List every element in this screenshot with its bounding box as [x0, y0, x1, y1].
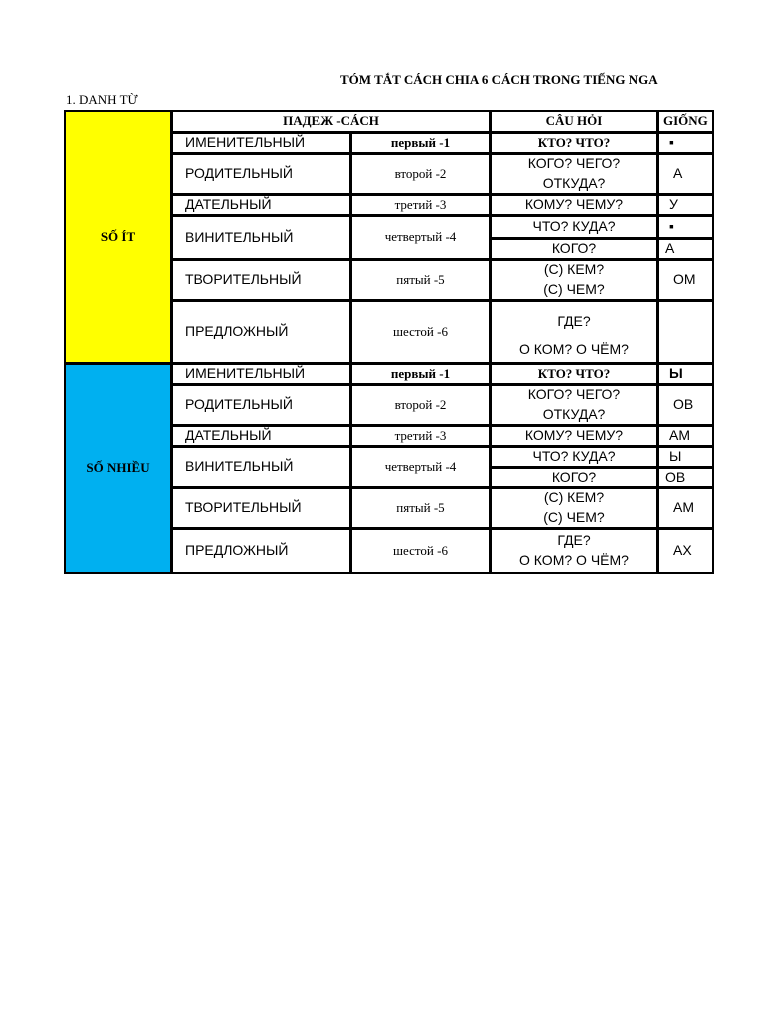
case-ordinal: шестой -6	[352, 530, 489, 572]
ending: Ы	[659, 448, 712, 466]
ending: АМ	[659, 427, 712, 445]
question-primary: КОГО? ЧЕГО?	[527, 155, 621, 172]
case-ordinal: пятый -5	[352, 489, 489, 527]
question-secondary: (С) ЧЕМ?	[543, 281, 605, 297]
question-cell	[492, 155, 656, 193]
case-ordinal: первый -1	[352, 365, 489, 383]
plural-label: SỐ NHIỀU	[66, 365, 170, 572]
header-gender: GIỐNG	[659, 112, 712, 131]
ending: АМ	[659, 489, 712, 527]
case-ordinal: четвертый -4	[352, 217, 489, 258]
question-primary: ЧТО? КУДА?	[492, 448, 656, 466]
ending-secondary: А	[659, 240, 712, 258]
question-primary: КТО? ЧТО?	[537, 134, 611, 150]
header-question: CÂU HỎI	[492, 112, 656, 131]
section-label: 1. DANH TỪ	[66, 92, 138, 107]
question-secondary: О КОМ? О ЧЁМ?	[519, 341, 629, 358]
case-ordinal: шестой -6	[352, 302, 489, 362]
case-name: ПРЕДЛОЖНЫЙ	[173, 302, 349, 362]
question-primary: ГДЕ?	[557, 532, 591, 549]
question-cell	[492, 386, 656, 424]
question-cell	[492, 427, 656, 445]
ending: А	[659, 155, 712, 193]
case-name: ИМЕНИТЕЛЬНЫЙ	[173, 134, 349, 152]
case-name: ТВОРИТЕЛЬНЫЙ	[173, 489, 349, 527]
question-cell	[492, 196, 656, 214]
case-ordinal: второй -2	[352, 155, 489, 193]
question-cell	[492, 365, 656, 383]
ending: У	[659, 196, 712, 214]
case-ordinal: первый -1	[352, 134, 489, 152]
question-cell	[492, 489, 656, 527]
declension-table	[64, 110, 714, 574]
question-secondary: ОТКУДА?	[542, 175, 606, 191]
ending	[659, 302, 712, 362]
question-cell	[492, 302, 656, 362]
ending: АХ	[659, 530, 712, 572]
question-primary: КОМУ? ЧЕМУ?	[524, 427, 624, 444]
case-ordinal: третий -3	[352, 427, 489, 445]
ending: ОМ	[659, 261, 712, 299]
question-cell	[492, 134, 656, 152]
question-primary: ГДЕ?	[557, 313, 591, 329]
case-name: ВИНИТЕЛЬНЫЙ	[173, 448, 349, 486]
question-primary: КОГО? ЧЕГО?	[527, 386, 621, 403]
case-ordinal: третий -3	[352, 196, 489, 214]
case-name: РОДИТЕЛЬНЫЙ	[173, 386, 349, 424]
ending: ▪	[659, 134, 712, 152]
question-primary: КТО? ЧТО?	[537, 365, 611, 381]
case-ordinal: четвертый -4	[352, 448, 489, 486]
case-name: ТВОРИТЕЛЬНЫЙ	[173, 261, 349, 299]
case-name: ВИНИТЕЛЬНЫЙ	[173, 217, 349, 258]
ending: ▪	[659, 217, 712, 237]
question-primary: ЧТО? КУДА?	[492, 217, 656, 237]
question-primary: (С) КЕМ?	[543, 489, 605, 506]
ending-secondary: ОВ	[659, 469, 712, 486]
question-cell	[492, 261, 656, 299]
header-case: ПАДЕЖ -CÁCH	[173, 112, 489, 131]
case-name: ПРЕДЛОЖНЫЙ	[173, 530, 349, 572]
case-name: ДАТЕЛЬНЫЙ	[173, 427, 349, 445]
question-cell	[492, 530, 656, 572]
case-name: ДАТЕЛЬНЫЙ	[173, 196, 349, 214]
ending: Ы	[659, 365, 712, 383]
ending: ОВ	[659, 386, 712, 424]
question-primary: (С) КЕМ?	[543, 261, 605, 278]
case-name: РОДИТЕЛЬНЫЙ	[173, 155, 349, 193]
case-ordinal: второй -2	[352, 386, 489, 424]
question-primary: КОМУ? ЧЕМУ?	[524, 196, 624, 213]
case-name: ИМЕНИТЕЛЬНЫЙ	[173, 365, 349, 383]
question-secondary: КОГО?	[492, 240, 656, 258]
page-title: TÓM TẮT CÁCH CHIA 6 CÁCH TRONG TIẾNG NGA	[340, 72, 658, 87]
singular-label: SỐ ÍT	[66, 112, 170, 362]
question-secondary: КОГО?	[492, 469, 656, 486]
question-secondary: ОТКУДА?	[542, 406, 606, 422]
question-secondary: (С) ЧЕМ?	[543, 509, 605, 525]
case-ordinal: пятый -5	[352, 261, 489, 299]
question-secondary: О КОМ? О ЧЁМ?	[519, 552, 629, 568]
